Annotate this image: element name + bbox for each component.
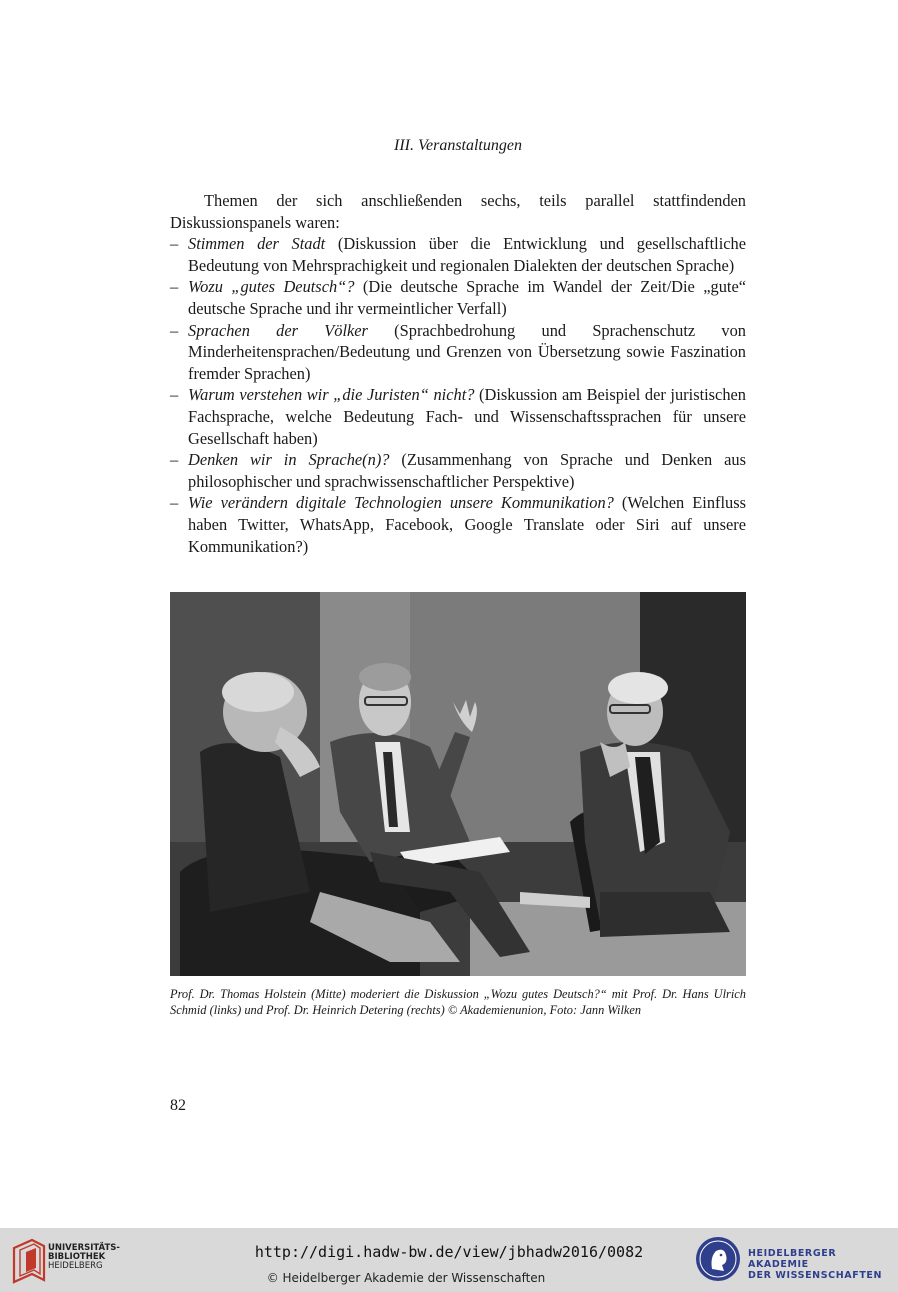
list-dash: – (170, 493, 179, 513)
academy-name-line: DER WISSENSCHAFTEN (748, 1270, 883, 1281)
panel-description: (Diskussion über die Entwicklung und gesellschaftliche Bedeutung von Mehrsprachigkeit und regionalen Dialekten der deutschen Sprache) (188, 234, 746, 275)
list-item (170, 233, 746, 276)
list-item (170, 276, 746, 319)
permalink-url[interactable]: http://digi.hadw-bw.de/view/jbhadw2016/0082 (254, 1243, 644, 1261)
academy-name (748, 1248, 898, 1281)
intro-paragraph: Themen der sich anschließenden sechs, teils parallel stattfindenden Diskussionspanels waren: (170, 191, 746, 232)
panel-description: (Zusammenhang von Sprache und Denken aus philosophischer und sprachwissenschaftlicher Perspektive) (188, 450, 746, 491)
list-item (170, 449, 746, 492)
panel-title: Denken wir in Sprache(n)? (188, 450, 390, 470)
page-number: 82 (170, 1097, 186, 1114)
panel-title: Wie verändern digitale Technologien unsere Kommunikation? (188, 493, 614, 513)
panel-description: (Die deutsche Sprache im Wandel der Zeit/Die „gute“ deutsche Sprache und ihr vermeintlicher Verfall) (188, 277, 746, 318)
panel-title: Stimmen der Stadt (188, 234, 326, 254)
list-item (170, 492, 746, 557)
panel-title: Wozu „gutes Deutsch“? (188, 277, 355, 297)
list-dash: – (170, 320, 179, 340)
list-dash: – (170, 277, 179, 297)
list-item (170, 384, 746, 449)
list-item (170, 320, 746, 385)
panel-list (170, 233, 746, 557)
panel-description: (Sprachbedrohung und Sprachenschutz von Minderheitensprachen/Bedeutung und Grenzen von Übersetzung sowie Faszination fremder Sprachen) (188, 320, 747, 383)
footer-bar (0, 1228, 898, 1292)
list-dash: – (170, 385, 179, 405)
body-text (170, 190, 746, 557)
list-dash: – (170, 234, 179, 254)
list-dash: – (170, 450, 179, 470)
panel-title: Warum verstehen wir „die Juristen“ nicht? (188, 385, 475, 405)
panel-description: (Diskussion am Beispiel der juristischen Fachsprache, welche Bedeutung Fach- und Wissenschaftssprachen für unsere Gesellschaft haben) (188, 385, 746, 448)
academy-seal-icon[interactable] (694, 1235, 742, 1283)
copyright-notice: © Heidelberger Akademie der Wissenschaften (266, 1271, 546, 1285)
photo-caption: Prof. Dr. Thomas Holstein (Mitte) moderiert die Diskussion „Wozu gutes Deutsch?“ mit Prof. Dr. Hans Ulrich Schmid (links) und Prof. Dr. Heinrich Detering (rechts) © Akademienunion, Foto: Jann Wilken (170, 987, 746, 1017)
library-name-line: UNIVERSITÄTS- (48, 1243, 120, 1253)
panel-description: (Welchen Einfluss haben Twitter, WhatsApp, Facebook, Google Translate oder Siri auf unsere Kommunikation?) (188, 493, 746, 556)
running-head: III. Veranstaltungen (394, 137, 522, 154)
library-city: HEIDELBERG (48, 1261, 103, 1271)
panel-discussion-photo (170, 592, 746, 976)
library-name-line: BIBLIOTHEK (48, 1252, 106, 1262)
panel-title: Sprachen der Völker (188, 320, 368, 340)
academy-name-line: HEIDELBERGER AKADEMIE (748, 1248, 837, 1270)
